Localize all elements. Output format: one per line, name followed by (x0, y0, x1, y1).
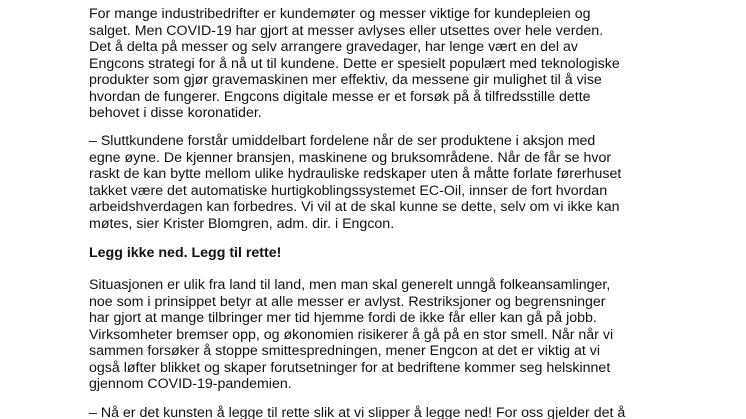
text-line: Det å delta på messer og selv arrangere gravedager, har lenge vært en del av (89, 39, 578, 55)
text-line: takket være det automatiske hurtigkoblingssystemet EC-Oil, innser de fort hvordan (89, 182, 608, 199)
text-line: egne øyne. De kjenner bransjen, maskinene og bruksområdene. Når de får se hvor (89, 149, 612, 166)
text-line: Situasjonen er ulik fra land til land, men man skal generelt unngå folkeansamlinger, (89, 277, 611, 293)
text-line: produkter som gjør gravemaskinen mer effektiv, da messene gir mulighet til å vise (89, 72, 602, 88)
text-line: noe som i prinsippet betyr at alle messer er avlyst. Restriksjoner og begrensninger (89, 293, 606, 310)
text-line: Virksomheter bremser opp, og økonomien risikerer å gå på en stor smell. Når når vi (89, 326, 614, 343)
text-line: salget. Men COVID-19 har gjort at messer avlyses eller utsettes over hele verden. (89, 22, 604, 39)
text-line: gjennom COVID-19-pandemien. (89, 376, 292, 392)
document-page (89, 0, 689, 419)
heading-text: Legg ikke ned. Legg til rette! (89, 245, 282, 261)
text-line: – Nå er det kunsten å legge til rette slik at vi slipper å legge ned! For oss gjelder det å (89, 405, 626, 419)
text-line: raskt de kan bytte mellom ulike hydrauliske redskaper uten å måtte forlate førerhuset (89, 166, 622, 182)
text-line: – Sluttkundene forstår umiddelbart fordelene når de ser produktene i aksjon med (89, 133, 596, 149)
text-line: også løfter blikket og skaper forutsetninger for at bedriftene kommer seg helskinnet (89, 359, 611, 376)
text-line: har gjort at mange tilbringer mer tid hjemme fordi de ikke får eller kan gå på jobb. (89, 310, 597, 326)
text-line: Engcons strategi for å nå ut til kundene. Dette er spesielt populært med teknologiske (89, 55, 620, 72)
text-line: hvordan de fungerer. Engcons digitale messe er et forsøk på å tilfredsstille dette (89, 88, 591, 105)
paragraph-closing (89, 405, 689, 419)
paragraph-quote (89, 133, 689, 232)
text-line: arbeidshverdagen kan forbedres. Vi vil at de skal kunne se dette, selv om vi ikke kan (89, 199, 620, 215)
text-line: For mange industribedrifter er kundemøter og messer viktige for kundepleien og (89, 6, 591, 22)
paragraph-situation (89, 277, 689, 393)
text-line: møtes, sier Krister Blomgren, adm. dir. i Engcon. (89, 215, 395, 232)
text-line: sammen forsøker å stoppe smittespredningen, mener Engcon at det er viktig at vi (89, 343, 600, 359)
paragraph-intro (89, 6, 689, 122)
text-line: behovet i disse koronatider. (89, 105, 262, 121)
section-heading (89, 245, 689, 262)
